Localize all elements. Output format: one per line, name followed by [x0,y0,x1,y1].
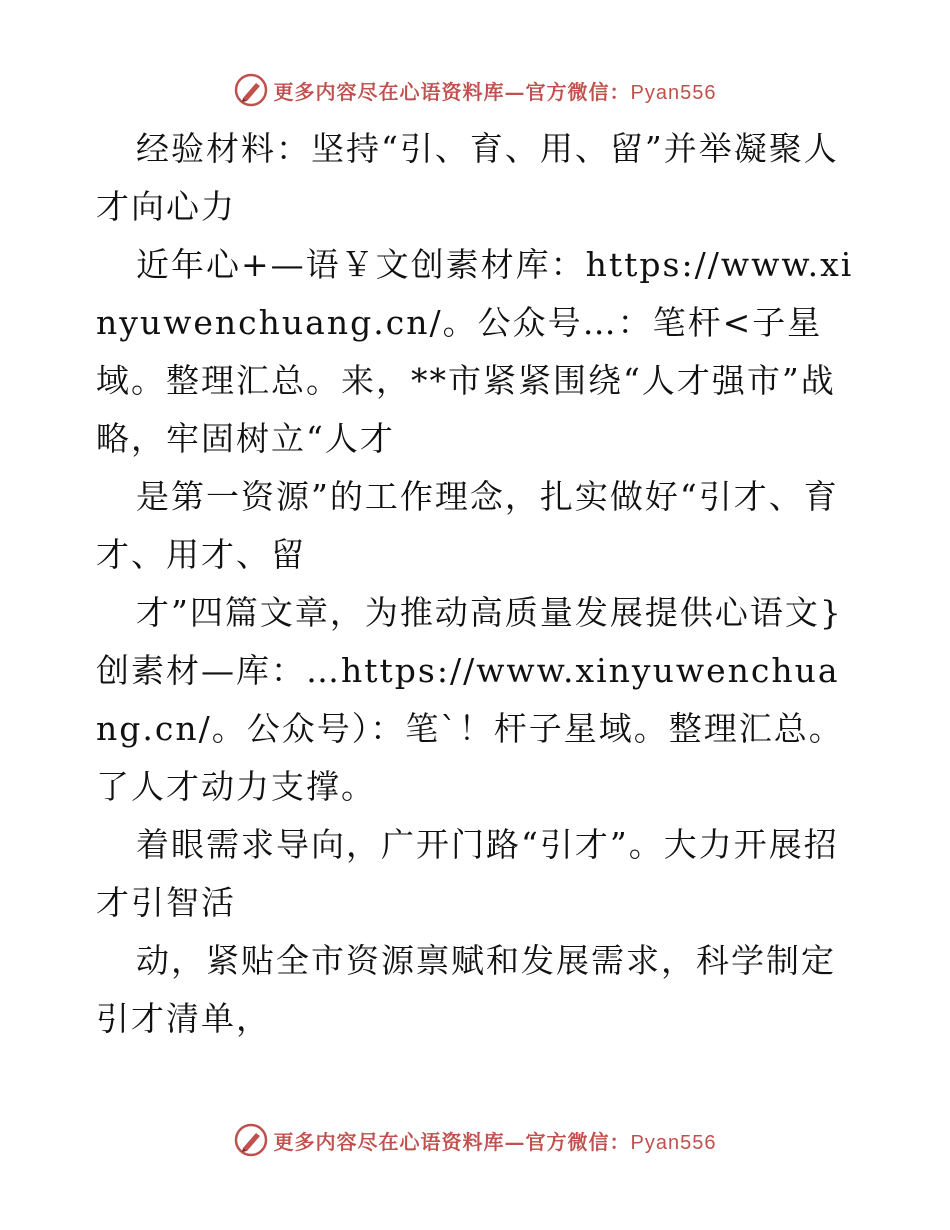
footer-text: 更多内容尽在心语资料库—官方微信： [273,1129,631,1154]
paragraph-6: 动，紧贴全市资源禀赋和发展需求，科学制定引才清单， [96,941,836,1038]
footer-watermark-text [274,1126,717,1155]
footer-contact: Pyan556 [630,1131,717,1154]
header-contact: Pyan556 [630,81,717,104]
header-watermark [0,70,950,110]
paragraph-2: 近年心+—语￥文创素材库：https://www.xinyuwenchuang.cn/。公众号…：笔杆<子星域。整理汇总。来，**市紧紧围绕“人才强市”战略，牢固树立“人才 [96,245,854,458]
paragraph-4: 才”四篇文章，为推动高质量发展提供心语文}创素材—库：…https://www.xinyuwenchuang.cn/。公众号）：笔`！杆子星域。整理汇总。了人才动力支撑。 [96,593,844,806]
paragraph-1: 经验材料：坚持“引、育、用、留”并举凝聚人才向心力 [96,129,839,226]
document-body [96,120,856,1048]
header-watermark-text [274,76,717,105]
paragraph-5: 着眼需求导向，广开门路“引才”。大力开展招才引智活 [96,825,839,922]
footer-watermark [0,1120,950,1160]
pen-logo-icon [234,1123,268,1157]
pen-logo-icon [234,73,268,107]
header-text: 更多内容尽在心语资料库—官方微信： [273,79,631,104]
paragraph-3: 是第一资源”的工作理念，扎实做好“引才、育才、用才、留 [96,477,839,574]
